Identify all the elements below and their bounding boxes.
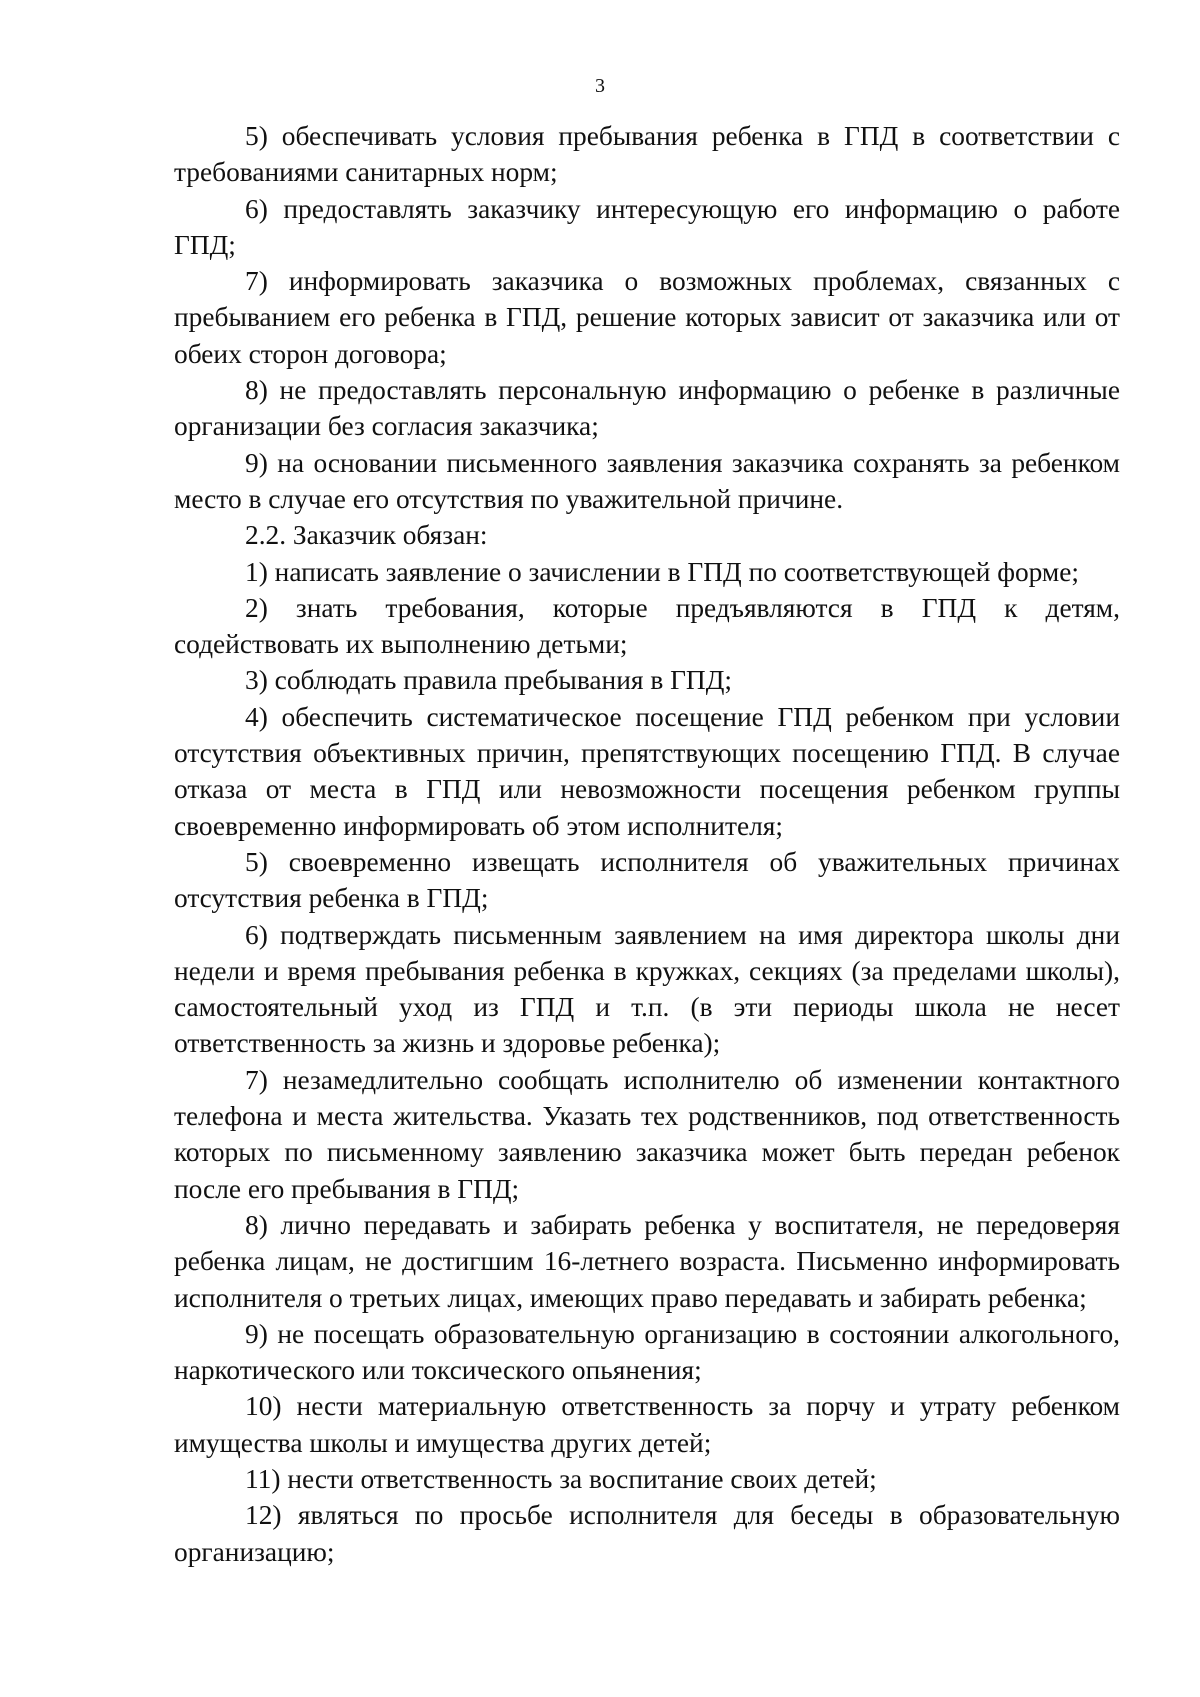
paragraph-clause-2-2-7: 7) незамедлительно сообщать исполнителю об изменении контактного телефона и места жительства. Указать тех родственников, под ответственность которых по письменному заявлению заказчика может быть передан ребенок после его пребывания в ГПД; — [174, 1064, 1120, 1204]
paragraph-clause-2-2-4: 4) обеспечить систематическое посещение ГПД ребенком при условии отсутствия объективных причин, препятствующих посещению ГПД. В случае отказа от места в ГПД или невозможности посещения ребенком группы своевременно информировать об этом исполнителя; — [174, 701, 1120, 841]
paragraph-clause-2-2-11: 11) нести ответственность за воспитание своих детей; — [245, 1463, 877, 1494]
paragraph-clause-2-1-6: 6) предоставлять заказчику интересующую его информацию о работе ГПД; — [174, 193, 1120, 260]
paragraph-clause-2-2-6: 6) подтверждать письменным заявлением на имя директора школы дни недели и время пребывания ребенка в кружках, секциях (за пределами школы), самостоятельный уход из ГПД и т.п. (в эти периоды школа не несет ответственность за жизнь и здоровье ребенка); — [174, 919, 1120, 1059]
paragraph-clause-2-2-8: 8) лично передавать и забирать ребенка у воспитателя, не передоверяя ребенка лицам, не достигшим 16-летнего возраста. Письменно информировать исполнителя о третьих лицах, имеющих право передавать и забирать ребенка; — [174, 1209, 1120, 1313]
page-number: 3 — [595, 75, 605, 97]
paragraph-clause-2-2-2: 2) знать требования, которые предъявляются в ГПД к детям, содействовать их выполнению детьми; — [174, 592, 1120, 660]
paragraph-clause-2-2-5: 5) своевременно извещать исполнителя об уважительных причинах отсутствия ребенка в ГПД; — [174, 846, 1120, 914]
document-body — [174, 118, 1120, 1570]
section-heading-2-2: 2.2. Заказчик обязан: — [245, 520, 488, 551]
paragraph-clause-2-1-8: 8) не предоставлять персональную информацию о ребенке в различные организации без согласия заказчика; — [174, 375, 1120, 442]
paragraph-clause-2-2-10: 10) нести материальную ответственность за порчу и утрату ребенком имущества школы и имущества других детей; — [174, 1391, 1120, 1458]
paragraph-clause-2-1-9: 9) на основании письменного заявления заказчика сохранять за ребенком место в случае его отсутствия по уважительной причине. — [174, 447, 1120, 514]
paragraph-clause-2-2-1: 1) написать заявление о зачислении в ГПД по соответствующей форме; — [245, 556, 1080, 587]
paragraph-clause-2-1-5: 5) обеспечивать условия пребывания ребенка в ГПД в соответствии с требованиями санитарных норм; — [174, 121, 1120, 188]
paragraph-clause-2-2-3: 3) соблюдать правила пребывания в ГПД; — [245, 665, 733, 696]
paragraph-clause-2-1-7: 7) информировать заказчика о возможных проблемах, связанных с пребыванием его ребенка в ГПД, решение которых зависит от заказчика или от обеих сторон договора; — [174, 266, 1120, 369]
paragraph-clause-2-2-9: 9) не посещать образовательную организацию в состоянии алкогольного, наркотического или токсического опьянения; — [174, 1318, 1120, 1386]
paragraph-clause-2-2-12: 12) являться по просьбе исполнителя для беседы в образовательную организацию; — [174, 1500, 1120, 1567]
